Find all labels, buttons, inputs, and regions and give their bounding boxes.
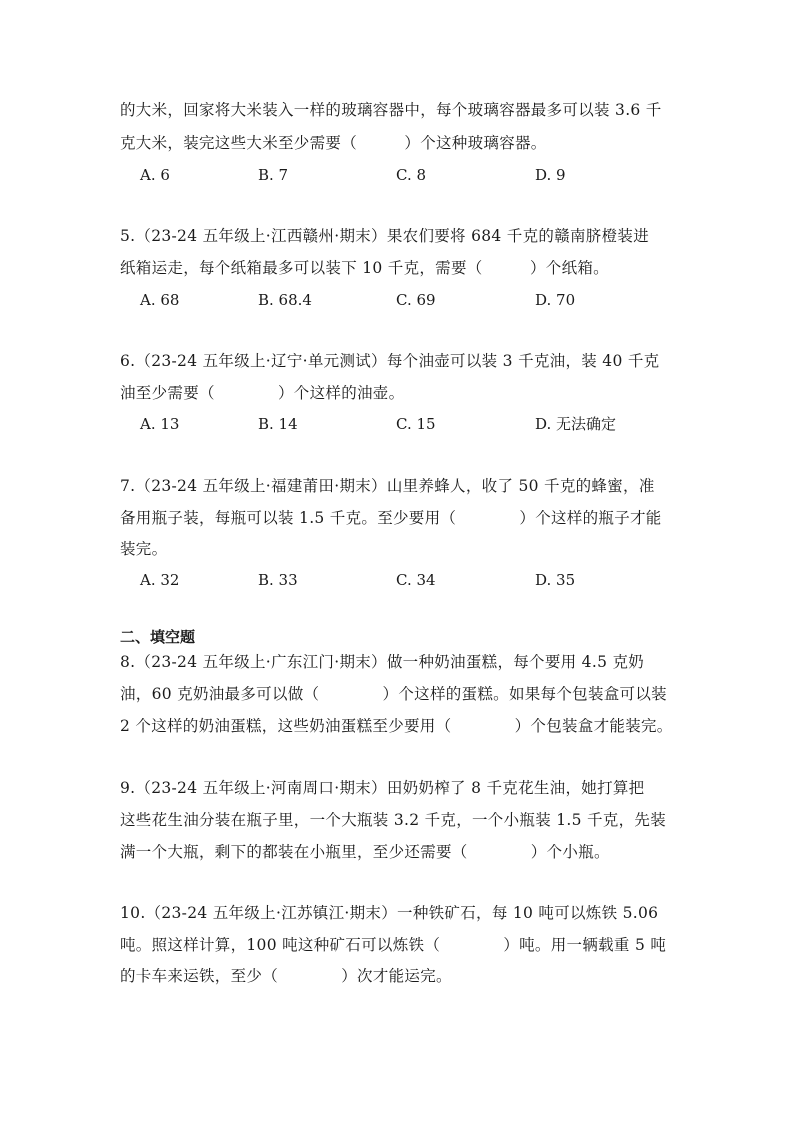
q7-option-b: B. 33	[258, 571, 298, 589]
q6-options	[140, 414, 700, 434]
q7-option-d: D. 35	[535, 571, 576, 589]
q7-line-2: 备用瓶子装，每瓶可以装 1.5 千克。至少要用（ ）个这样的瓶子才能	[120, 509, 662, 527]
q7-line-1: 7.（23-24 五年级上·福建莆田·期末）山里养蜂人，收了 50 千克的蜂蜜，准	[120, 477, 655, 495]
q10-line-1: 10.（23-24 五年级上·江苏镇江·期末）一种铁矿石，每 10 吨可以炼铁 5.06	[120, 904, 659, 922]
q7-option-c: C. 34	[396, 571, 436, 589]
q6-line-1: 6.（23-24 五年级上·辽宁·单元测试）每个油壶可以装 3 千克油，装 40 千克	[120, 352, 660, 370]
q4-line-2: 克大米，装完这些大米至少需要（ ）个这种玻璃容器。	[120, 134, 547, 152]
q10-line-2: 吨。照这样计算，100 吨这种矿石可以炼铁（ ）吨。用一辆载重 5 吨	[120, 936, 667, 954]
q10-line-3: 的卡车来运铁，至少（ ）次才能运完。	[120, 967, 452, 985]
q9-line-2: 这些花生油分装在瓶子里，一个大瓶装 3.2 千克，一个小瓶装 1.5 千克，先装	[120, 811, 667, 829]
q5-line-1: 5.（23-24 五年级上·江西赣州·期末）果农们要将 684 千克的赣南脐橙装进	[120, 227, 649, 245]
q6-line-2: 油至少需要（ ）个这样的油壶。	[120, 384, 405, 402]
q8-line-2: 油，60 克奶油最多可以做（ ）个这样的蛋糕。如果每个包装盒可以装	[120, 685, 667, 703]
q7-option-a: A. 32	[140, 571, 180, 589]
q6-option-a: A. 13	[140, 415, 180, 433]
q4-line-1: 的大米，回家将大米装入一样的玻璃容器中，每个玻璃容器最多可以装 3.6 千	[120, 101, 662, 119]
q6-option-b: B. 14	[258, 415, 298, 433]
q4-option-b: B. 7	[258, 166, 289, 184]
q5-option-d: D. 70	[535, 291, 576, 309]
q5-option-c: C. 69	[396, 291, 436, 309]
q4-option-d: D. 9	[535, 166, 566, 184]
q7-line-3: 装完。	[120, 540, 168, 558]
q4-options	[140, 165, 700, 185]
q5-option-a: A. 68	[140, 291, 180, 309]
q5-option-b: B. 68.4	[258, 291, 312, 309]
q4-option-a: A. 6	[140, 166, 170, 184]
q9-line-3: 满一个大瓶，剩下的都装在小瓶里，至少还需要（ ）个小瓶。	[120, 843, 610, 861]
q8-line-1: 8.（23-24 五年级上·广东江门·期末）做一种奶油蛋糕，每个要用 4.5 克奶	[120, 653, 645, 671]
q6-option-c: C. 15	[396, 415, 436, 433]
q4-option-c: C. 8	[396, 166, 427, 184]
q9-line-1: 9.（23-24 五年级上·河南周口·期末）田奶奶榨了 8 千克花生油，她打算把	[120, 779, 645, 797]
section-title: 二、填空题	[120, 628, 196, 646]
q7-options	[140, 570, 700, 590]
q5-options	[140, 290, 700, 310]
q8-line-3: 2 个这样的奶油蛋糕，这些奶油蛋糕至少要用（ ）个包装盒才能装完。	[120, 717, 673, 735]
q5-line-2: 纸箱运走，每个纸箱最多可以装下 10 千克，需要（ ）个纸箱。	[120, 259, 609, 277]
q6-option-d: D. 无法确定	[535, 415, 617, 433]
